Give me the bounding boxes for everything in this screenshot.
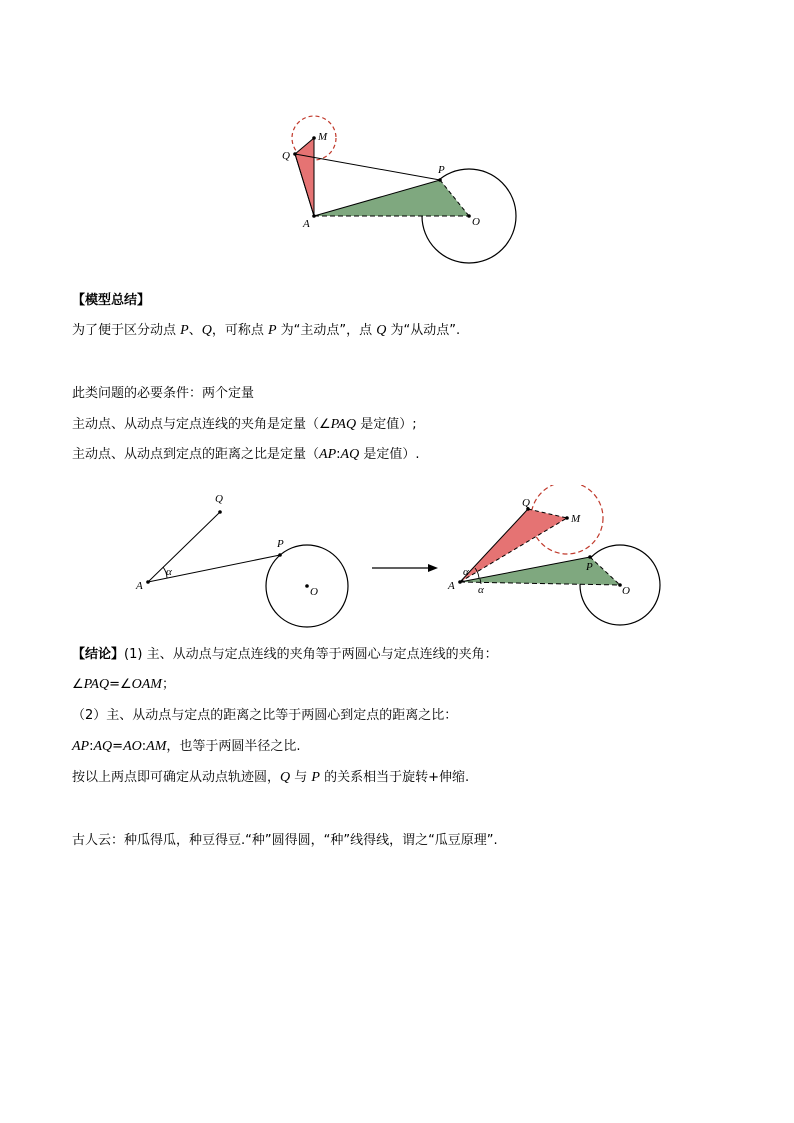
svg-text:α: α — [478, 584, 484, 596]
svg-text:Q: Q — [522, 497, 530, 509]
svg-text:α: α — [166, 566, 172, 578]
conclusion-line1: 【结论】(1) 主、从动点与定点连线的夹角等于两圆心与定点连线的夹角： — [72, 647, 498, 662]
summary-line1: 为了便于区分动点 P、Q，可称点 P 为“主动点”，点 Q 为“从动点”. — [72, 323, 461, 338]
summary-cond1: 主动点、从动点与定点连线的夹角是定量（∠PAQ 是定值）; — [72, 417, 417, 432]
figure-middle-right — [447, 485, 660, 625]
summary-heading: 【模型总结】 — [72, 293, 151, 308]
conclusion-eq2: AP:AQ=AO:AM，也等于两圆半径之比. — [72, 739, 301, 754]
label-m: M — [318, 131, 328, 143]
green-triangle — [314, 180, 469, 216]
label-o: O — [472, 216, 480, 228]
summary-necessity: 此类问题的必要条件：两个定量 — [72, 386, 255, 401]
conclusion-part2: （2）主、从动点与定点的距离之比等于两圆心到定点的距离之比： — [72, 708, 458, 723]
svg-text:Q: Q — [215, 493, 223, 505]
figure-middle-left — [135, 493, 348, 627]
svg-text:O: O — [310, 586, 318, 598]
conclusion-line3: 按以上两点即可确定从动点轨迹圆，Q 与 P 的关系相当于旋转+伸缩. — [72, 770, 470, 785]
summary-cond2: 主动点、从动点到定点的距离之比是定量（AP:AQ 是定值）. — [72, 447, 420, 462]
label-p: P — [438, 164, 445, 176]
svg-text:A: A — [136, 580, 143, 592]
red-triangle — [295, 138, 314, 216]
ancient-saying: 古人云：种瓜得瓜，种豆得豆.“种”圆得圆，“种”线得线，谓之“瓜豆原理”. — [72, 833, 498, 848]
svg-text:P: P — [277, 538, 284, 550]
conclusion-eq1: ∠PAQ=∠OAM； — [72, 677, 175, 692]
svg-text:α: α — [463, 566, 469, 578]
label-q: Q — [282, 150, 290, 162]
svg-text:P: P — [586, 561, 593, 573]
svg-text:A: A — [448, 580, 455, 592]
figure-middle — [120, 485, 680, 635]
arrow-right — [372, 564, 438, 572]
label-a: A — [303, 218, 310, 230]
svg-text:O: O — [622, 585, 630, 597]
figure-top — [270, 110, 530, 275]
svg-text:M: M — [571, 513, 581, 525]
